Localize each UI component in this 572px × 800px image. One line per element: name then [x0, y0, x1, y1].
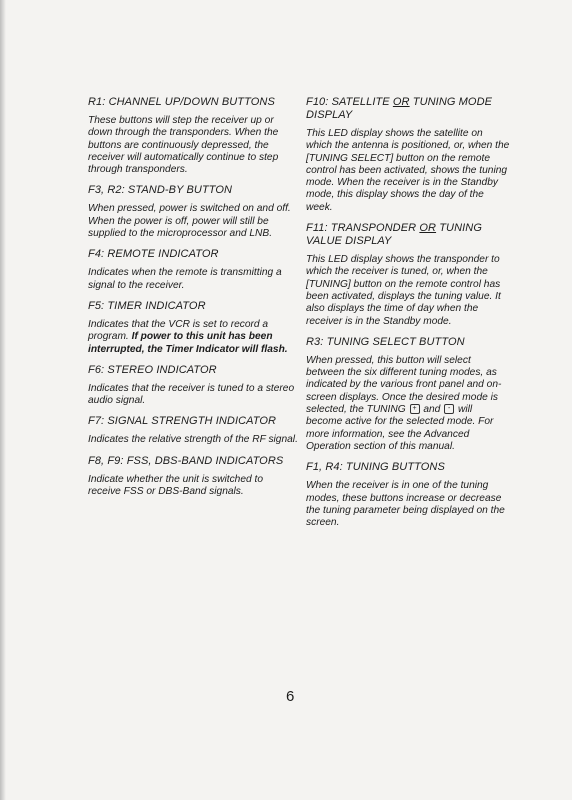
section-body: When the receiver is in one of the tuning modes, these buttons increase or decrease the tuning parameter being displayed on the screen. — [306, 480, 505, 529]
section-body-regular: Indicates that the VCR is set to record a program. — [88, 318, 269, 343]
section-heading — [306, 96, 511, 122]
section-tuning-buttons — [306, 461, 511, 529]
section-heading: F8, F9: FSS, DBS-BAND INDICATORS — [88, 454, 284, 467]
section-heading: F1, R4: TUNING BUTTONS — [306, 461, 445, 474]
section-body: This LED display shows the transponder to which the receiver is tuned, or, when the [TUNING] button on the remote control has been activated, displays the tuning value. It also displays the time of day when the receiver is in the Standby mode. — [306, 254, 501, 327]
section-heading: F6: STEREO INDICATOR — [88, 363, 217, 376]
section-channel-buttons — [88, 96, 298, 176]
body-part: will become active for the selected mode. For more information, see the Advanced Operation section of this manual. — [306, 404, 494, 452]
section-body-bold: If power to this unit has been interrupted, the Timer Indicator will flash. — [88, 331, 288, 355]
section-timer-indicator — [88, 300, 298, 356]
section-body — [306, 355, 511, 453]
section-remote-indicator — [88, 248, 298, 292]
tuning-down-key-icon: - — [444, 404, 454, 414]
section-body — [88, 319, 298, 356]
body-part: and — [423, 404, 441, 416]
heading-part: F11: TRANSPONDER — [306, 222, 420, 235]
tuning-up-key-icon: + — [410, 404, 420, 414]
section-body: Indicates the relative strength of the RF signal. — [88, 434, 298, 446]
heading-or: OR — [392, 96, 410, 108]
left-column — [88, 96, 298, 506]
section-body: These buttons will step the receiver up or down through the transponders. When the buttons are continuously depressed, the receiver will automatically continue to step through transponders. — [88, 115, 279, 176]
section-body: Indicate whether the unit is switched to receive FSS or DBS-Band signals. — [88, 473, 263, 498]
section-satellite-display — [306, 96, 511, 214]
heading-or: OR — [419, 222, 437, 235]
section-body: This LED display shows the satellite on which the antenna is positioned, or, when the [TUNING SELECT] button on the remote control has been activated, shows the tuning mode. When the receiver is in the Standby mode, this display shows the day of the week. — [306, 128, 510, 213]
section-body: Indicates when the remote is transmitting a signal to the receiver. — [88, 267, 282, 291]
section-heading: R3: TUNING SELECT BUTTON — [306, 335, 465, 348]
section-tuning-select — [306, 336, 511, 453]
section-heading: F4: REMOTE INDICATOR — [88, 248, 219, 261]
section-body: Indicates that the receiver is tuned to a stereo audio signal. — [88, 382, 295, 407]
section-body: When pressed, power is switched on and off. When the power is off, power will still be supplied to the microprocessor and LNB. — [88, 203, 291, 240]
section-standby-button — [88, 184, 298, 240]
page-number: 6 — [286, 688, 295, 705]
section-stereo-indicator — [88, 364, 298, 408]
heading-part: TUNING MODE DISPLAY — [306, 96, 493, 121]
page-edge-shadow — [0, 0, 6, 800]
section-heading: F7: SIGNAL STRENGTH INDICATOR — [88, 415, 277, 428]
heading-part: F10: SATELLITE — [306, 96, 393, 108]
heading-part: TUNING VALUE DISPLAY — [306, 222, 482, 248]
section-heading: F3, R2: STAND-BY BUTTON — [88, 184, 233, 197]
right-column — [306, 96, 511, 537]
section-heading — [306, 222, 511, 248]
section-fss-dbs — [88, 455, 298, 499]
section-heading: F5: TIMER INDICATOR — [88, 299, 206, 312]
body-part: When pressed, this button will select between the six different tuning modes, as indicated by the various front panel and on-screen displays. Once the desired mode is selected, the TUNING — [306, 354, 502, 416]
section-signal-strength — [88, 415, 298, 446]
section-transponder-display — [306, 222, 511, 328]
section-heading: R1: CHANNEL UP/DOWN BUTTONS — [88, 96, 275, 108]
